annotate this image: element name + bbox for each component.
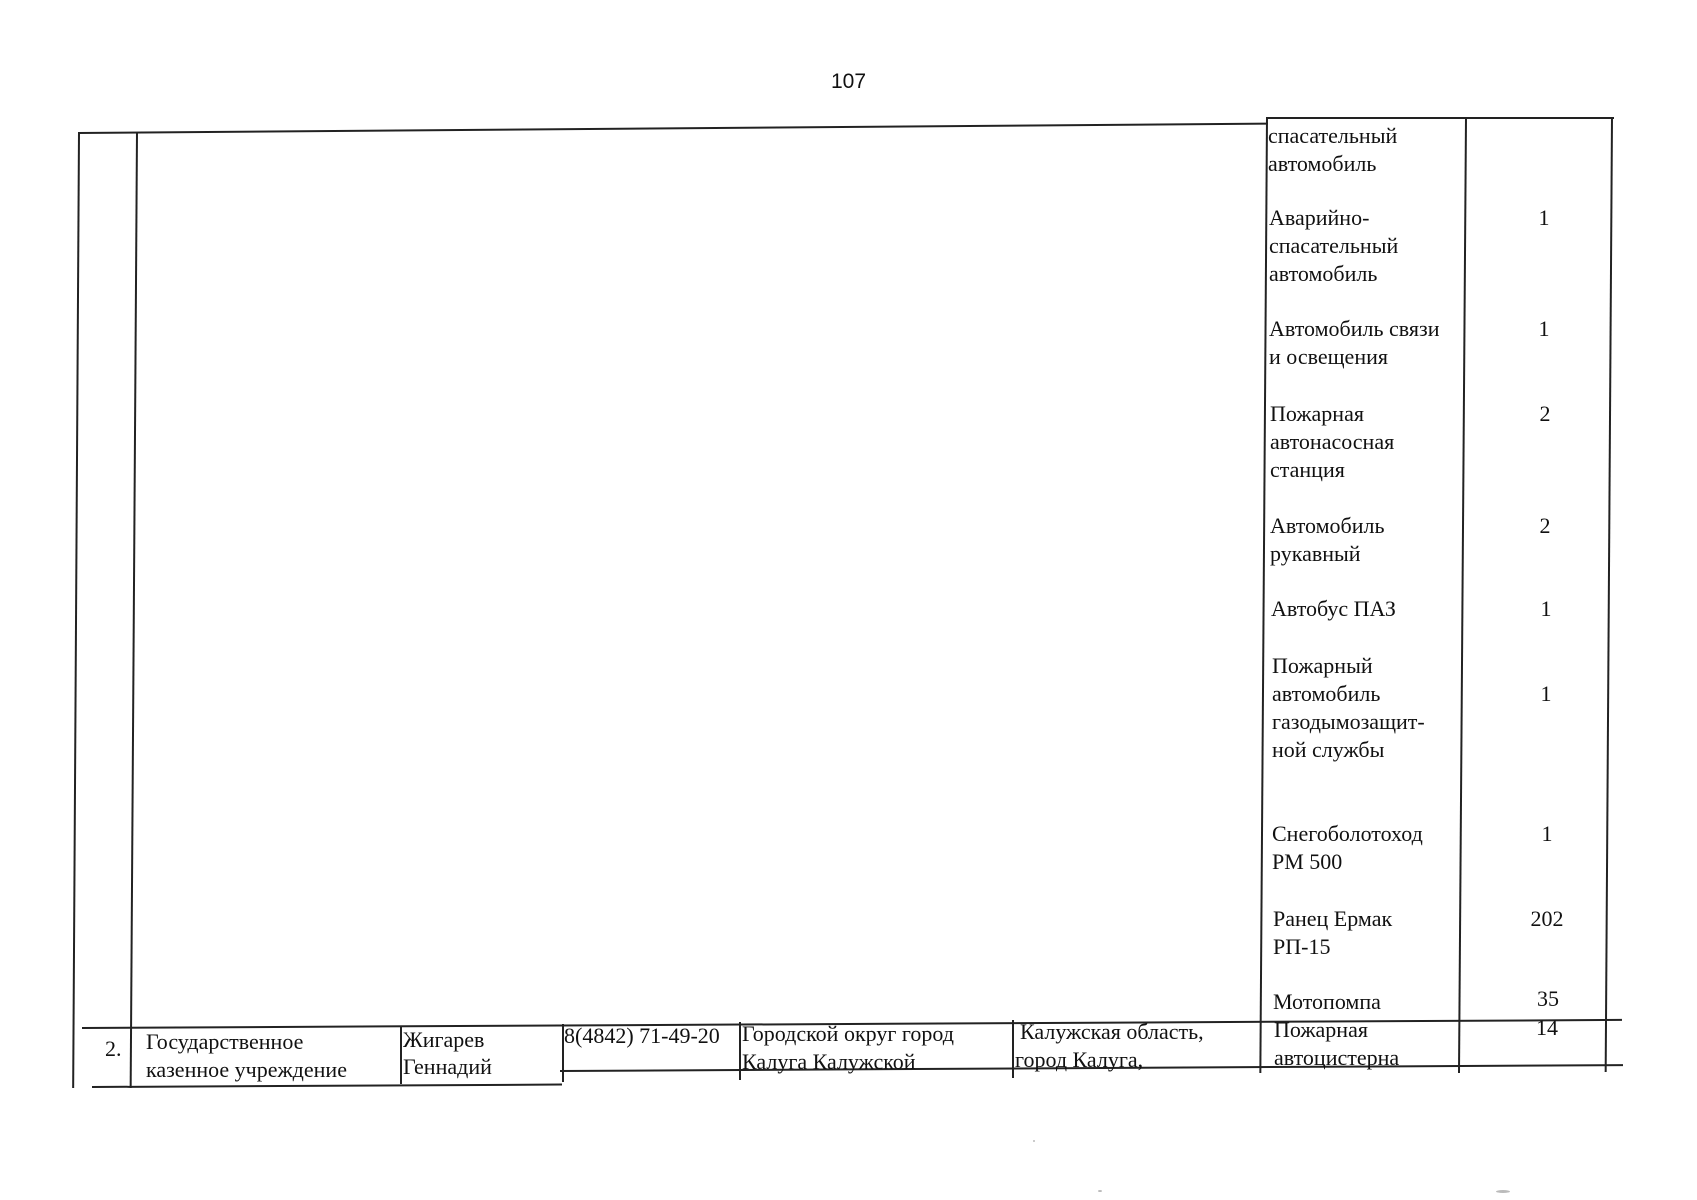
equipment-name-line: Пожарная: [1270, 401, 1364, 426]
equipment-name-line: РП-15: [1273, 934, 1331, 959]
col-border-5: [1012, 1020, 1014, 1078]
table-top-border-right: [1266, 117, 1614, 119]
equipment-quantity: 35: [1537, 986, 1559, 1011]
equipment-name-line: рукавный: [1270, 541, 1361, 566]
page-number: 107: [830, 70, 867, 93]
quantity: 14: [1536, 1015, 1558, 1040]
equipment-name-line: станция: [1270, 457, 1345, 482]
equipment-quantity: 2: [1539, 513, 1551, 538]
equipment-name-line: автомобиль: [1269, 261, 1378, 286]
scan-speck: [1496, 1190, 1510, 1193]
head-line-1: Жигарев: [403, 1027, 485, 1052]
scan-speck: [1098, 1190, 1102, 1192]
organization-line-1: Государственное: [146, 1029, 304, 1054]
equipment-name-line: Автомобиль связи: [1269, 316, 1440, 341]
equipment-name-line: Снегоболотоход: [1272, 821, 1423, 846]
col-border-0: [72, 132, 80, 1088]
equipment-name-line: автонасосная: [1270, 429, 1395, 454]
equipment-name-line: Ранец Ермак: [1273, 906, 1393, 931]
equipment-name-line: Пожарный: [1272, 653, 1373, 678]
organization-line-2: казенное учреждение: [146, 1057, 347, 1082]
col-border-6: [1259, 118, 1268, 1073]
address-line-1: Калужская область,: [1020, 1019, 1204, 1044]
equipment-name-line: газодымозащит-: [1272, 709, 1425, 734]
equipment-name-line: спасательный: [1268, 123, 1398, 148]
equipment-name-line: Автомобиль: [1270, 513, 1385, 538]
equipment-name-line: автомобиль: [1268, 151, 1377, 176]
head-line-2: Геннадий: [403, 1054, 492, 1079]
row2-bottom-border-left: [92, 1084, 562, 1088]
col-border-4: [739, 1022, 741, 1080]
equipment-name-line: Мотопомпа: [1273, 989, 1381, 1014]
equipment-name-line: РМ 500: [1272, 849, 1343, 874]
table-top-border-left: [78, 123, 1268, 134]
address-line-2: город Калуга,: [1015, 1047, 1144, 1072]
equipment-name-line: ной службы: [1272, 737, 1385, 762]
col-border-7: [1458, 118, 1467, 1073]
equipment-name-line: и освещения: [1269, 344, 1388, 369]
equipment-line-1: Пожарная: [1274, 1017, 1368, 1042]
equipment-line-2: автоцистерна: [1274, 1045, 1400, 1070]
equipment-name-line: спасательный: [1269, 233, 1399, 258]
phone: 8(4842) 71-49-20: [564, 1023, 720, 1048]
col-border-2: [400, 1026, 402, 1084]
equipment-quantity: 1: [1538, 316, 1550, 341]
equipment-name-line: автомобиль: [1272, 681, 1381, 706]
equipment-quantity: 1: [1540, 681, 1552, 706]
equipment-quantity: 1: [1540, 596, 1552, 621]
scan-speck: [1033, 1140, 1035, 1142]
row-number: 2.: [105, 1036, 122, 1061]
equipment-quantity: 1: [1541, 821, 1553, 846]
equipment-quantity: 202: [1530, 906, 1564, 931]
municipality-line-2: Калуга Калужской: [742, 1049, 916, 1074]
municipality-line-1: Городской округ город: [742, 1021, 954, 1046]
col-border-1: [130, 132, 138, 1088]
equipment-quantity: 1: [1538, 205, 1550, 230]
equipment-quantity: 2: [1539, 401, 1551, 426]
equipment-name-line: Автобус ПАЗ: [1271, 596, 1396, 621]
equipment-name-line: Аварийно-: [1269, 205, 1370, 230]
